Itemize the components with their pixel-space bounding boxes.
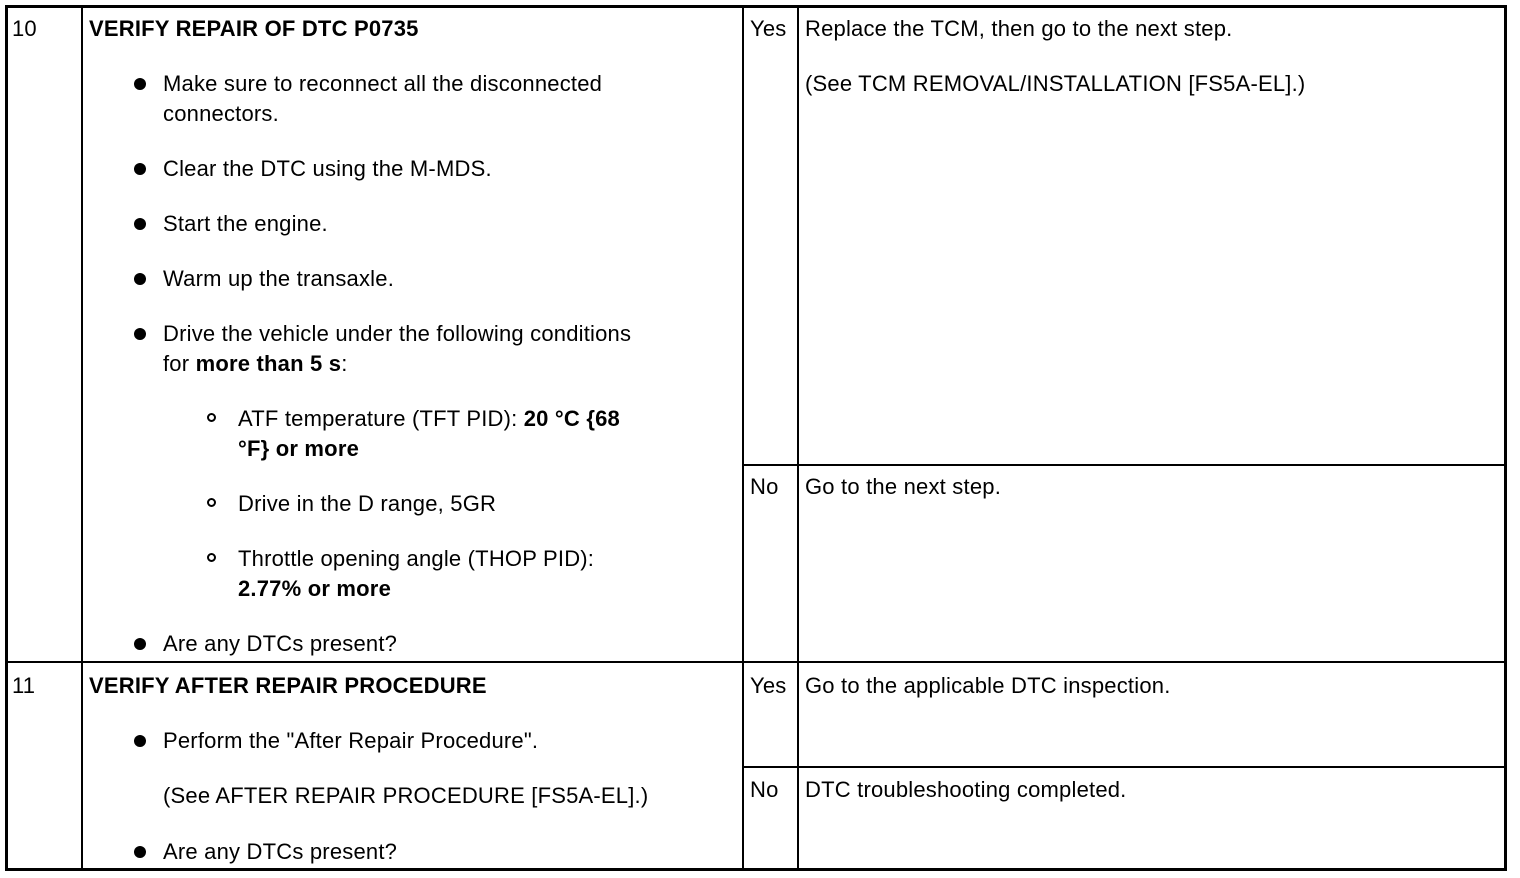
yes-label: Yes bbox=[750, 673, 787, 698]
no-action: DTC troubleshooting completed. bbox=[805, 777, 1127, 802]
sub-bullet-icon bbox=[207, 498, 216, 507]
yes-action: Replace the TCM, then go to the next step. bbox=[805, 16, 1233, 41]
list-item: Start the engine. bbox=[163, 211, 328, 236]
list-item: Are any DTCs present? bbox=[163, 839, 398, 864]
list-item-text: ATF temperature (TFT PID): bbox=[238, 406, 524, 431]
sub-bullet-icon bbox=[207, 413, 216, 422]
bullet-icon bbox=[134, 638, 146, 650]
yes-action-reference: (See TCM REMOVAL/INSTALLATION [FS5A-EL].) bbox=[805, 71, 1306, 96]
sub-bullet-icon bbox=[207, 553, 216, 562]
column-divider bbox=[742, 5, 744, 871]
no-action: Go to the next step. bbox=[805, 474, 1002, 499]
row-divider bbox=[742, 464, 1507, 466]
list-item: Are any DTCs present? bbox=[163, 631, 398, 656]
row-divider bbox=[742, 766, 1507, 768]
list-item: Drive the vehicle under the following conditions bbox=[163, 321, 632, 346]
list-item bbox=[163, 349, 348, 379]
sub-list-item bbox=[238, 404, 620, 434]
bullet-icon bbox=[134, 218, 146, 230]
row-divider bbox=[5, 661, 1507, 663]
list-item-text: for bbox=[163, 351, 196, 376]
step-number: 10 bbox=[12, 16, 37, 41]
no-label: No bbox=[750, 474, 779, 499]
no-label: No bbox=[750, 777, 779, 802]
sub-list-item: Throttle opening angle (THOP PID): bbox=[238, 546, 595, 571]
column-divider bbox=[797, 5, 799, 871]
bullet-icon bbox=[134, 328, 146, 340]
step-number: 11 bbox=[12, 673, 36, 698]
sub-list-item: Drive in the D range, 5GR bbox=[238, 491, 497, 516]
list-item: connectors. bbox=[163, 101, 279, 126]
bullet-icon bbox=[134, 846, 146, 858]
yes-label: Yes bbox=[750, 16, 787, 41]
yes-action: Go to the applicable DTC inspection. bbox=[805, 673, 1171, 698]
bullet-icon bbox=[134, 273, 146, 285]
list-item: Perform the "After Repair Procedure". bbox=[163, 728, 539, 753]
emphasis-text: 20 °C {68 bbox=[523, 406, 620, 431]
list-item: Clear the DTC using the M-MDS. bbox=[163, 156, 492, 181]
emphasis-text: 2.77% or more bbox=[238, 576, 392, 601]
bullet-icon bbox=[134, 163, 146, 175]
list-item-reference: (See AFTER REPAIR PROCEDURE [FS5A-EL].) bbox=[163, 783, 649, 808]
list-item-text: : bbox=[341, 351, 348, 376]
bullet-icon bbox=[134, 735, 146, 747]
list-item: Warm up the transaxle. bbox=[163, 266, 395, 291]
emphasis-text: more than 5 s bbox=[195, 351, 342, 376]
emphasis-text: °F} or more bbox=[238, 436, 360, 461]
step-title: VERIFY AFTER REPAIR PROCEDURE bbox=[89, 673, 487, 698]
column-divider bbox=[81, 5, 83, 871]
step-title: VERIFY REPAIR OF DTC P0735 bbox=[89, 16, 419, 41]
list-item: Make sure to reconnect all the disconnected bbox=[163, 71, 603, 96]
bullet-icon bbox=[134, 78, 146, 90]
